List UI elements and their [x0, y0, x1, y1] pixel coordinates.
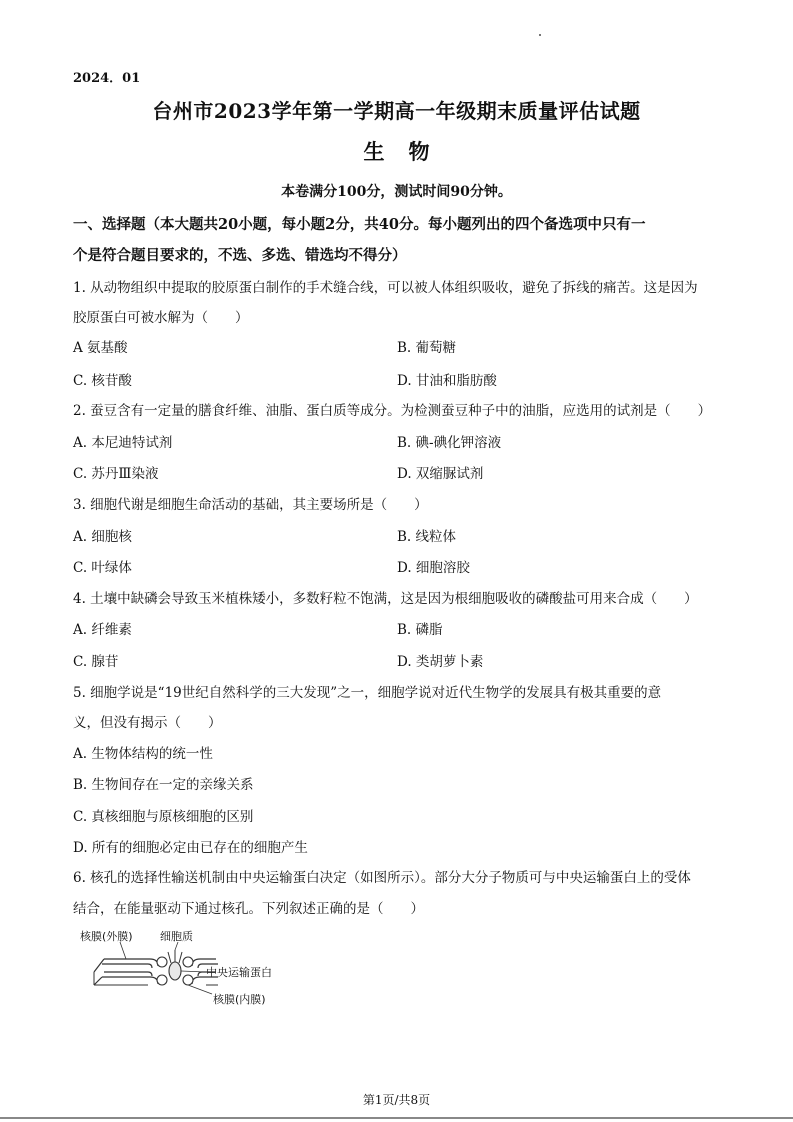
q5-option-d: D. 所有的细胞必定由已存在的细胞产生 [73, 840, 308, 856]
q3-option-d: D. 细胞溶胶 [397, 560, 470, 576]
scan-dot [539, 34, 541, 36]
label-inner-membrane: 核膜(内膜) [213, 993, 266, 1006]
q1-option-b: B. 葡萄糖 [397, 340, 457, 356]
label-cytoplasm: 细胞质 [160, 930, 193, 943]
page-bottom-border [0, 1117, 793, 1119]
label-outer-membrane: 核膜(外膜) [80, 930, 133, 943]
q3-option-c: C. 叶绿体 [73, 560, 132, 576]
question-1-line2: 胶原蛋白可被水解为（ ） [73, 310, 249, 326]
question-6-line1: 6. 核孔的选择性输送机制由中央运输蛋白决定（如图所示）。部分大分子物质可与中央运输蛋白上的受体 [73, 870, 691, 886]
section-heading-line2: 个是符合题目要求的，不选、多选、错选均不得分） [73, 247, 407, 264]
subject-title: 生物 [363, 139, 454, 164]
question-3-line1: 3. 细胞代谢是细胞生命活动的基础，其主要场所是（ ） [73, 497, 428, 513]
q1-option-d: D. 甘油和脂肪酸 [397, 373, 497, 389]
question-4-line1: 4. 土壤中缺磷会导致玉米植株矮小，多数籽粒不饱满，这是因为根细胞吸收的磷酸盐可用来合成（ ） [73, 591, 698, 607]
q1-option-c: C. 核苷酸 [73, 373, 132, 389]
question-2-line1: 2. 蚕豆含有一定量的膳食纤维、油脂、蛋白质等成分。为检测蚕豆种子中的油脂，应选用的试剂是（ ） [73, 403, 712, 419]
question-5-line1: 5. 细胞学说是“19世纪自然科学的三大发现”之一，细胞学说对近代生物学的发展具有极其重要的意 [73, 685, 662, 701]
exam-note: 本卷满分100分，测试时间90分钟。 [281, 184, 512, 200]
q2-option-d: D. 双缩脲试剂 [397, 466, 484, 482]
q2-option-c: C. 苏丹Ⅲ染液 [73, 466, 159, 482]
question-6-line2: 结合，在能量驱动下通过核孔。下列叙述正确的是（ ） [73, 901, 424, 917]
q2-option-a: A. 本尼迪特试剂 [73, 435, 173, 451]
exam-title: 台州市2023学年第一学期高一年级期末质量评估试题 [152, 99, 641, 123]
page-number: 第1页/共8页 [362, 1093, 431, 1107]
question-5-line2: 义，但没有揭示（ ） [73, 715, 222, 731]
q3-option-a: A. 细胞核 [73, 529, 132, 545]
q4-option-a: A. 纤维素 [73, 622, 132, 638]
q5-option-a: A. 生物体结构的统一性 [73, 746, 213, 762]
q4-option-c: C. 腺苷 [73, 654, 119, 670]
label-central-protein: 中央运输蛋白 [206, 966, 272, 979]
q1-option-a: A 氨基酸 [73, 340, 128, 356]
nuclear-pore-diagram [80, 928, 300, 1010]
q2-option-b: B. 碘-碘化钾溶液 [397, 435, 502, 451]
q5-option-c: C. 真核细胞与原核细胞的区别 [73, 809, 254, 825]
q3-option-b: B. 线粒体 [397, 529, 457, 545]
q5-option-b: B. 生物间存在一定的亲缘关系 [73, 777, 254, 793]
q4-option-d: D. 类胡萝卜素 [397, 654, 484, 670]
exam-date: 2024．01 [73, 71, 141, 86]
section-heading-line1: 一、选择题（本大题共20小题，每小题2分，共40分。每小题列出的四个备选项中只有一 [73, 216, 646, 233]
question-1-line1: 1. 从动物组织中提取的胶原蛋白制作的手术缝合线，可以被人体组织吸收，避免了拆线的痛苦。这是因为 [73, 280, 698, 296]
q4-option-b: B. 磷脂 [397, 622, 443, 638]
